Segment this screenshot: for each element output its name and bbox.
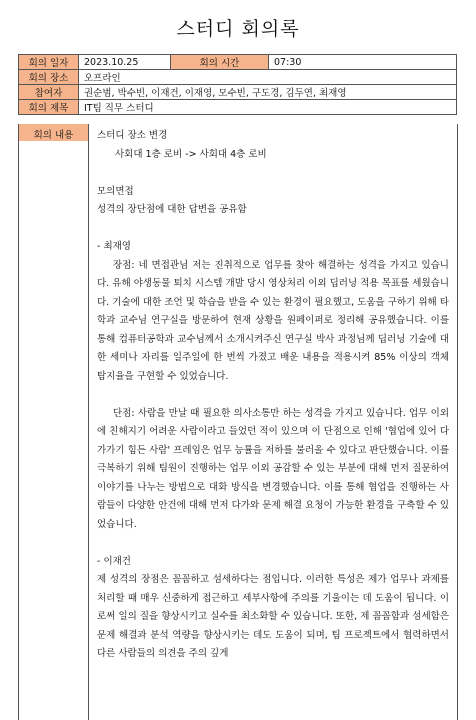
content-line: - 최재영 bbox=[97, 241, 131, 252]
content-paragraph: 장점: 네 면접관님 저는 진취적으로 업무를 찾아 해결하는 성격을 가지고 있습니다. 유해 야생동물 퇴치 시스템 개발 당시 영상처리 이외 딥러닝 적용 목표를 세웠습니다. 기술에 대한 조언 및 학습을 받을 수 있는 환경이 필요했고, 도움을 구하기 위해 타학과 교수님 연구실을 방문하여 현재 상황을 원페이퍼로 정리해 공유했습니다. 이를 통해 컴퓨터공학과 교수님께서 소개시켜주신 연구실 박사 과정님께 딥러닝 기술에 대한 세미나 자리를 일주일에 한 번씩 가졌고 배운 내용을 적용시켜 85% 이상의 객체 탐지율을 구현할 수 있었습니다. bbox=[97, 259, 449, 382]
meeting-content-section bbox=[18, 124, 458, 720]
content-line: 모의면접 bbox=[97, 185, 134, 197]
content-label: 회의 내용 bbox=[19, 124, 89, 720]
content-line: 성격의 장단점에 대한 답변을 공유함 bbox=[97, 204, 247, 215]
row-date-time bbox=[19, 55, 457, 70]
attendees-value: 권순범, 박수빈, 이재건, 이재영, 모수빈, 구도경, 김두연, 최재영 bbox=[79, 85, 457, 100]
place-label: 회의 장소 bbox=[19, 70, 79, 85]
row-attendees bbox=[19, 85, 457, 100]
content-paragraph: 단점: 사람을 만날 때 필요한 의사소통만 하는 성격을 가지고 있습니다. 업무 이외에 친해지기 어려운 사람이라고 들었던 적이 있으며 이 단점으로 인해 '협업에 있어 다가가기 힘든 사람' 프레임은 업무 능률을 저하를 불러올 수 있다고 판단했습니다. 이를 극복하기 위해 팀원이 진행하는 업무 이외 공감할 수 있는 부분에 대해 먼저 질문하여 이야기를 나누는 방법으로 대화 방식을 변경했습니다. 이를 통해 협업을 진행하는 사람들이 다양한 안건에 대해 먼저 다가와 문제 해결 요청이 가능한 환경을 구축할 수 있었습니다. bbox=[97, 407, 449, 530]
time-value: 07:30 bbox=[269, 55, 457, 70]
place-value: 오프라인 bbox=[79, 70, 457, 85]
subject-label: 회의 제목 bbox=[19, 100, 79, 115]
attendees-label: 참여자 bbox=[19, 85, 79, 100]
date-value: 2023.10.25 bbox=[79, 55, 171, 70]
page-title: 스터디 회의록 bbox=[176, 18, 300, 40]
content-line: - 이재건 bbox=[97, 555, 131, 567]
content-line: 사회대 1층 로비 -> 사회대 4층 로비 bbox=[115, 148, 267, 160]
content-line: 스터디 장소 변경 bbox=[97, 130, 168, 141]
row-subject bbox=[19, 100, 457, 115]
subject-value: IT팀 직무 스터디 bbox=[79, 100, 457, 115]
time-label: 회의 시간 bbox=[171, 55, 269, 70]
meeting-content-body bbox=[97, 127, 449, 664]
date-label: 회의 일자 bbox=[19, 55, 79, 70]
content-paragraph: 제 성격의 장점은 꼼꼼하고 섬세하다는 점입니다. 이러한 특성은 제가 업무나 과제를 처리할 때 매우 신중하게 접근하고 세부사항에 주의를 기울이는 데 도움이 됩니다. 이로써 일의 질을 향상시키고 실수를 최소화할 수 있습니다. 또한, 제 꼼꼼함과 섬세함은 문제 해결과 분석 역량을 향상시키는 데도 도움이 되며, 팀 프로젝트에서 협력하면서 다른 사람들의 의견을 주의 깊게 bbox=[97, 574, 449, 659]
row-place bbox=[19, 70, 457, 85]
meeting-info-table bbox=[18, 54, 457, 115]
